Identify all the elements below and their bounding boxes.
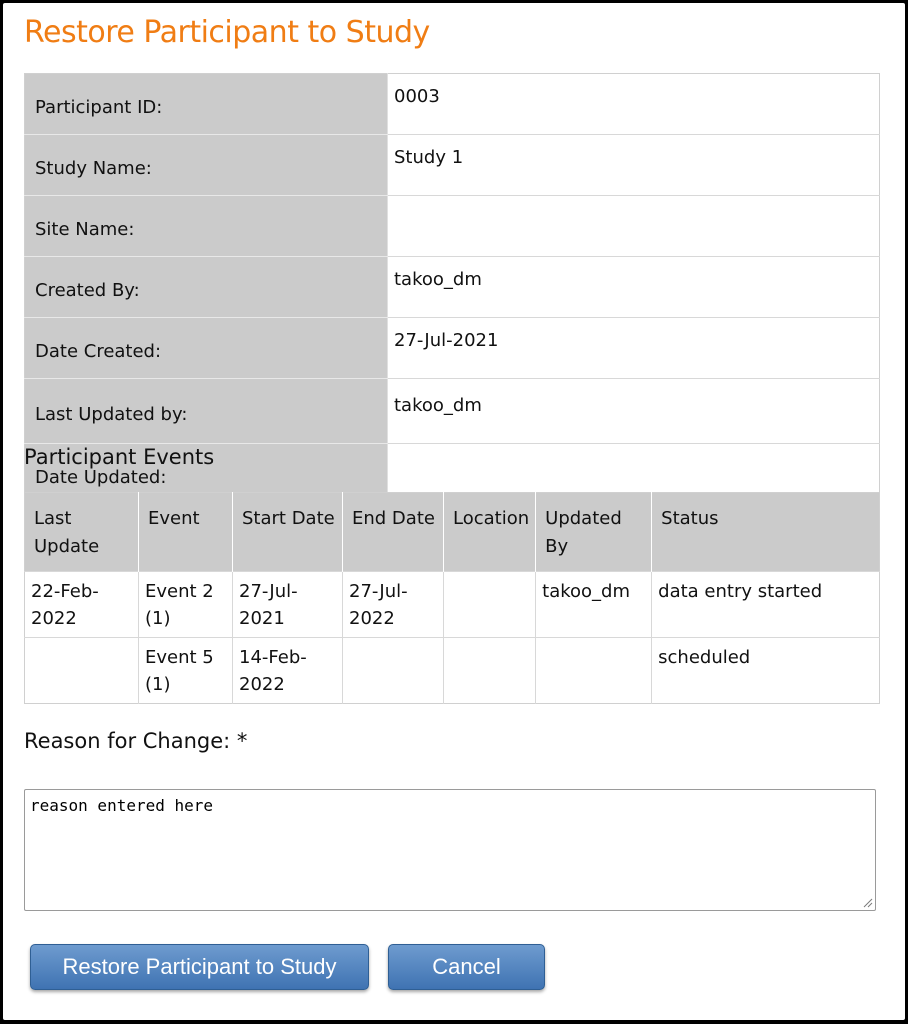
last-updated-by-value: takoo_dm [388, 379, 880, 444]
column-header-status: Status [652, 493, 880, 572]
resize-grip-icon[interactable] [861, 896, 873, 908]
column-header-last-update: Last Update [25, 493, 139, 572]
date-created-value: 27-Jul-2021 [388, 318, 880, 379]
cell-end-date: 27-Jul-2022 [343, 572, 444, 638]
cell-end-date [343, 638, 444, 704]
cell-event: Event 5 (1) [139, 638, 233, 704]
created-by-label: Created By: [25, 257, 388, 318]
study-name-label: Study Name: [25, 135, 388, 196]
date-created-label: Date Created: [25, 318, 388, 379]
cell-location [444, 572, 536, 638]
column-header-updated-by: Updated By [536, 493, 652, 572]
cell-event: Event 2 (1) [139, 572, 233, 638]
table-row [25, 572, 880, 638]
cell-start-date: 14-Feb-2022 [233, 638, 343, 704]
events-header-row [25, 493, 880, 572]
info-row [25, 135, 880, 196]
info-row [25, 74, 880, 135]
column-header-start-date: Start Date [233, 493, 343, 572]
created-by-value: takoo_dm [388, 257, 880, 318]
column-header-location: Location [444, 493, 536, 572]
last-updated-by-label: Last Updated by: [25, 379, 388, 444]
info-row [25, 318, 880, 379]
page-title: Restore Participant to Study [24, 15, 430, 50]
participant-events-table [24, 492, 880, 704]
site-name-label: Site Name: [25, 196, 388, 257]
study-name-value: Study 1 [388, 135, 880, 196]
cell-updated-by [536, 638, 652, 704]
dialog-frame [3, 3, 905, 1020]
date-updated-label: Date Updated: [25, 444, 388, 505]
reason-for-change-textarea[interactable] [24, 789, 876, 911]
restore-participant-button[interactable]: Restore Participant to Study [30, 944, 369, 990]
participant-id-label: Participant ID: [25, 74, 388, 135]
cell-status: data entry started [652, 572, 880, 638]
info-row [25, 196, 880, 257]
participant-info-table [24, 73, 880, 505]
participant-id-value: 0003 [388, 74, 880, 135]
cell-status: scheduled [652, 638, 880, 704]
table-row [25, 638, 880, 704]
column-header-event: Event [139, 493, 233, 572]
cell-last-update [25, 638, 139, 704]
cell-updated-by: takoo_dm [536, 572, 652, 638]
cell-last-update: 22-Feb-2022 [25, 572, 139, 638]
info-row [25, 379, 880, 444]
participant-events-heading: Participant Events [24, 445, 215, 469]
cell-start-date: 27-Jul-2021 [233, 572, 343, 638]
info-row [25, 257, 880, 318]
reason-for-change-label: Reason for Change: * [24, 729, 248, 753]
cancel-button[interactable]: Cancel [388, 944, 545, 990]
column-header-end-date: End Date [343, 493, 444, 572]
site-name-value [388, 196, 880, 257]
cell-location [444, 638, 536, 704]
